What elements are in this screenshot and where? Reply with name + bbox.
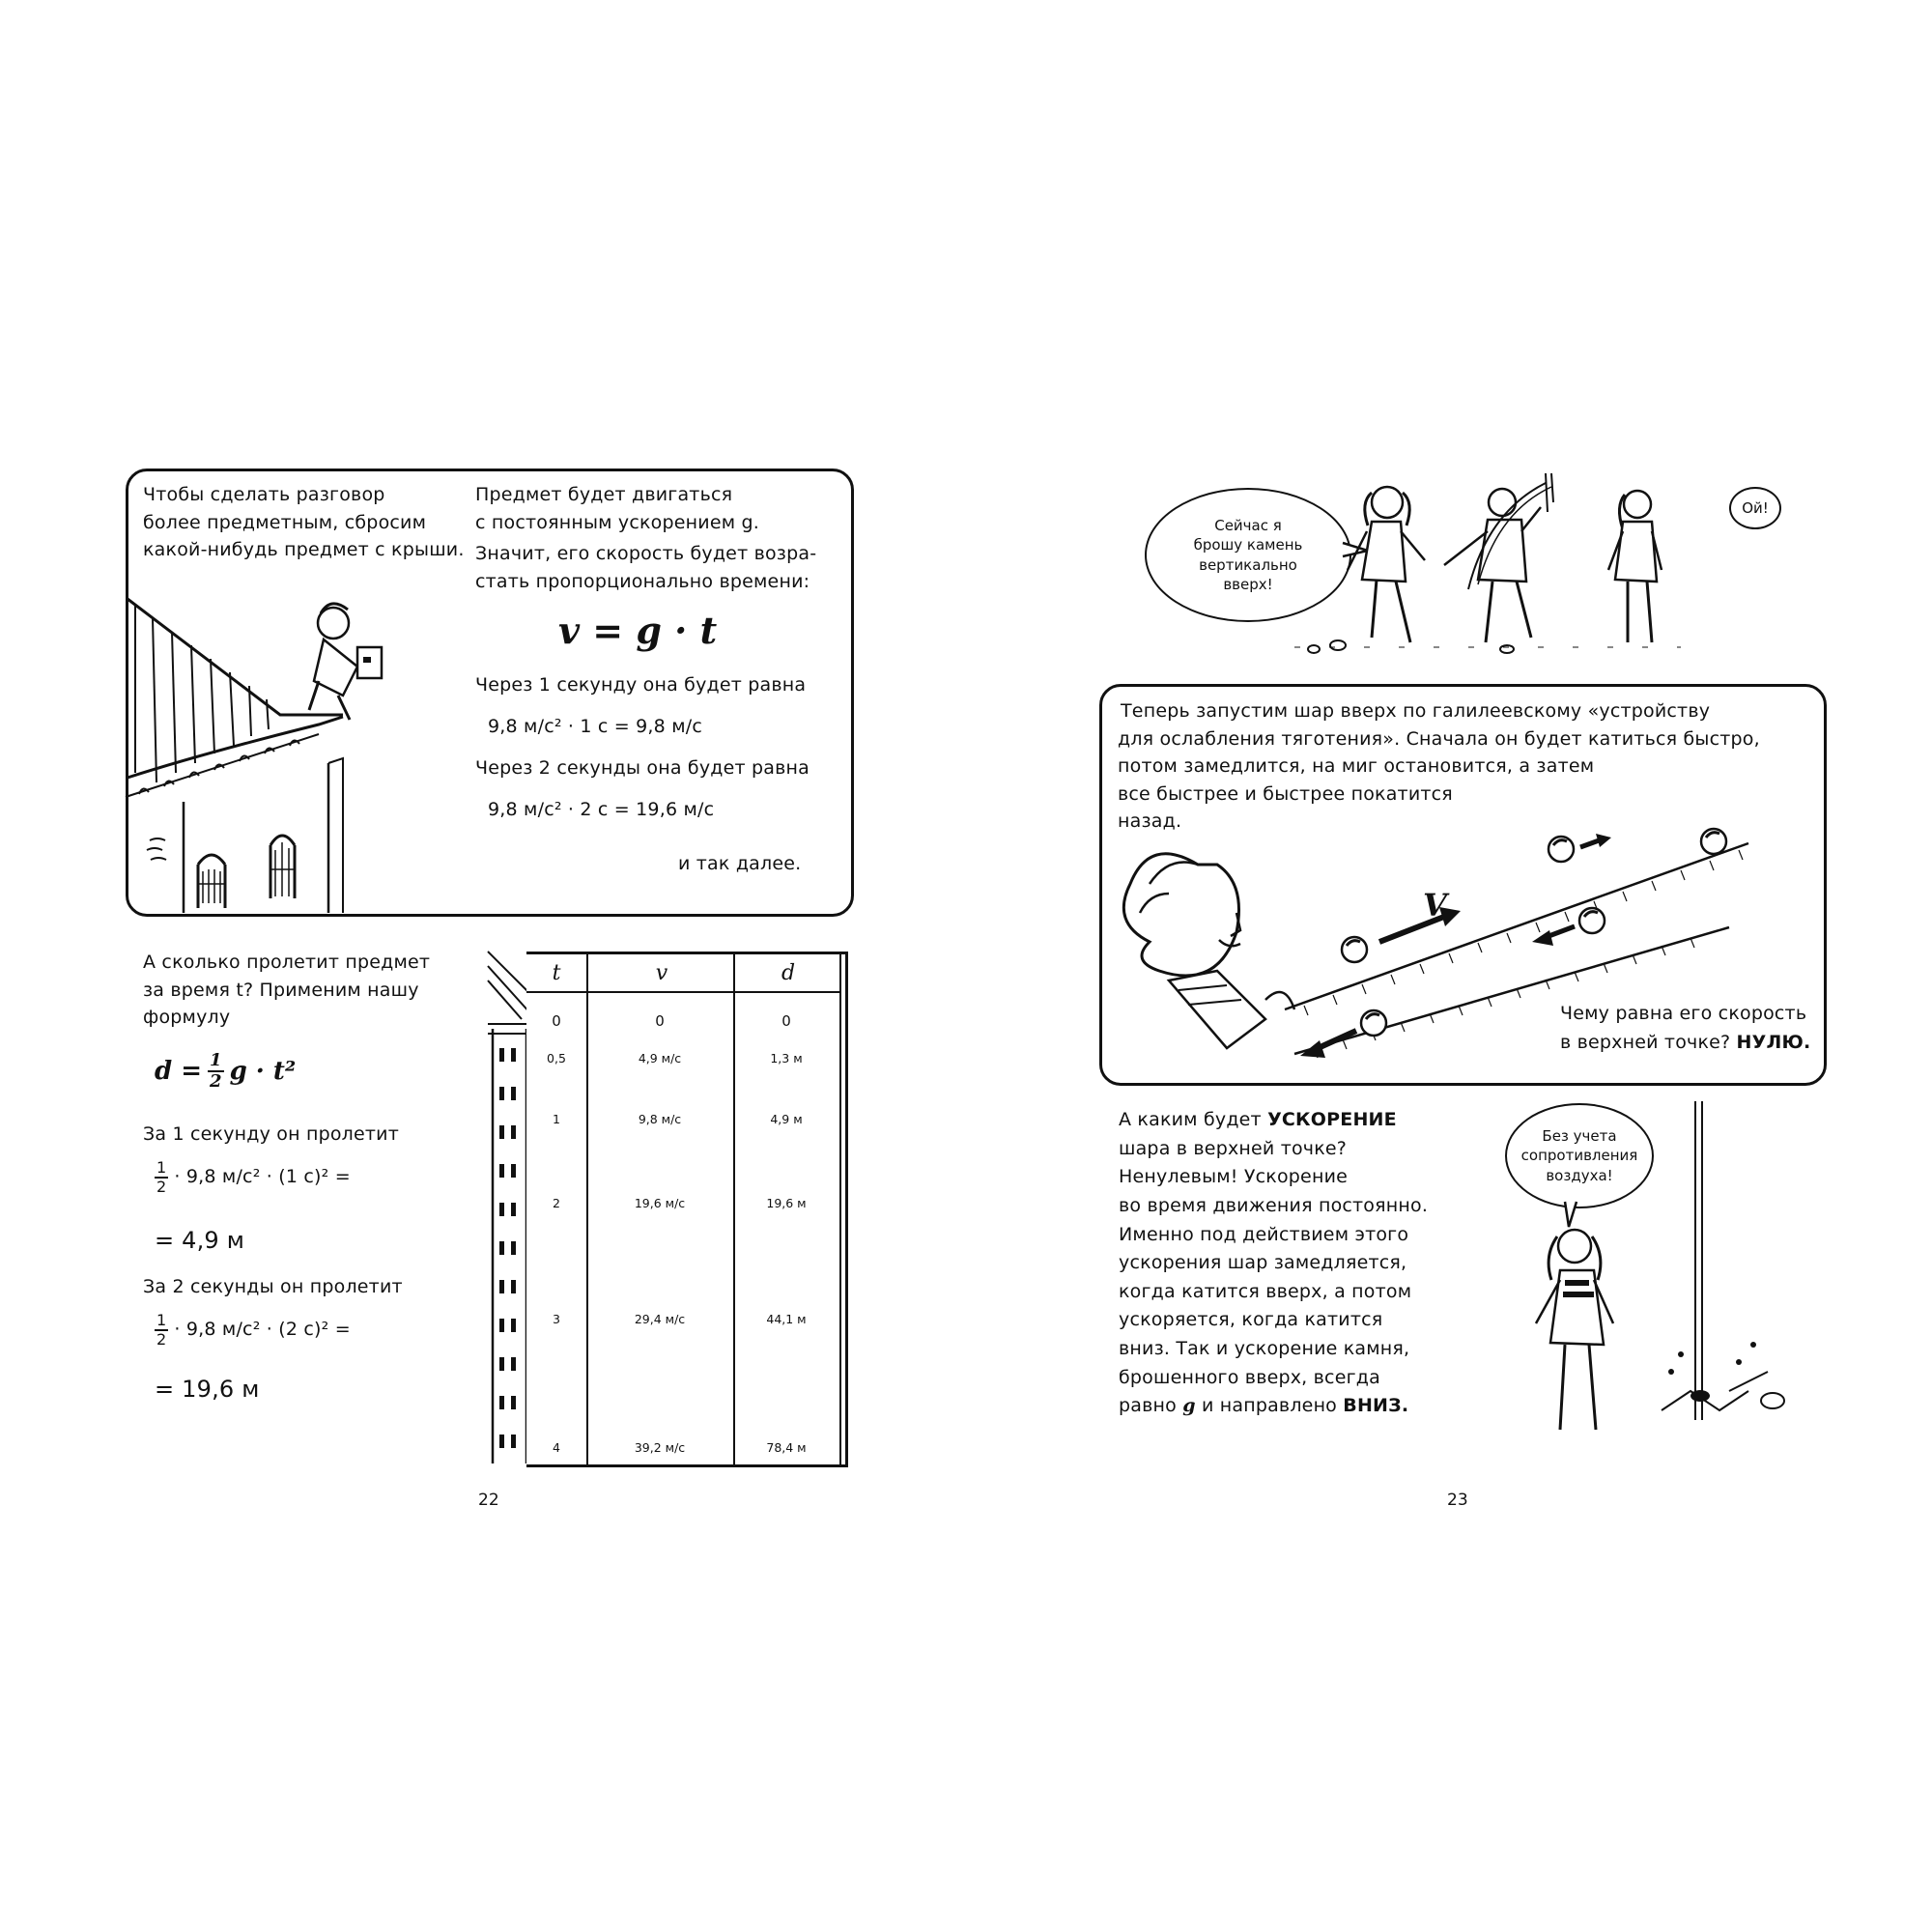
- panel2-text: Теперь запустим шар вверх по галилеевскому «устройству для ослабления тяготения». Сначала он будет катиться быстро, потом замедлится, на миг остановится, а затем все быстрее и быстрее покатится назад.: [1118, 700, 1760, 832]
- stone-throw-illustration: [1333, 473, 1681, 667]
- page-number-right: 23: [1447, 1491, 1468, 1510]
- sec1-calc: 1 2 · 9,8 м/с² · (1 с)² =: [156, 1158, 351, 1196]
- roof-illustration: [126, 589, 444, 913]
- sec2-label: За 2 секунды он пролетит: [143, 1276, 403, 1297]
- after-2s-calc: 9,8 м/с² · 2 с = 19,6 м/с: [488, 799, 715, 820]
- sec2-result: = 19,6 м: [155, 1376, 260, 1403]
- col-v-header: v: [586, 954, 735, 993]
- top-speed-answer: в верхней точке? НУЛЮ.: [1560, 1032, 1811, 1053]
- top-speed-question: Чему равна его скорость: [1560, 1003, 1807, 1024]
- after-1s-label: Через 1 секунду она будет равна: [475, 674, 807, 696]
- page-number-left: 22: [478, 1491, 499, 1510]
- distance-question: А сколько пролетит предмет за время t? Применим нашу формулу: [143, 952, 431, 1028]
- speech-bubble-oi: Ой!: [1729, 487, 1781, 529]
- col-d-header: d: [733, 954, 841, 993]
- after-1s-calc: 9,8 м/с² · 1 с = 9,8 м/с: [488, 716, 702, 737]
- velocity-label: V: [1423, 887, 1447, 923]
- stone-fall-illustration: [1517, 1101, 1806, 1459]
- distance-formula: d = $\frac{1}{2}$ g · t²: [155, 1050, 297, 1092]
- panel1-intro: Чтобы сделать разговор более предметным, сбросим какой-нибудь предмет с крыши.: [143, 484, 465, 560]
- speech-bubble-air: Без учета сопротивления воздуха!: [1505, 1103, 1654, 1208]
- speech-bubble-throw: Сейчас я брошу камень вертикально вверх!: [1145, 488, 1351, 622]
- sec2-calc: 1 2 · 9,8 м/с² · (2 с)² =: [156, 1311, 351, 1349]
- col-t-header: t: [526, 954, 586, 993]
- sec1-result: = 4,9 м: [155, 1227, 245, 1254]
- and-so-on: и так далее.: [678, 853, 802, 874]
- panel1-text: Предмет будет двигаться с постоянным ускорением g. Значит, его скорость будет возра- стать пропорционально времени:: [475, 484, 817, 592]
- sec1-label: За 1 секунду он пролетит: [143, 1123, 400, 1145]
- after-2s-label: Через 2 секунды она будет равна: [475, 757, 810, 779]
- acceleration-text: А каким будет УСКОРЕНИЕ шара в верхней точке? Ненулевым! Ускорение во время движения постоянно. Именно под действием этого ускорения шар замедляется, когда катится вверх, а потом ускоряется, когда катится вниз. Так и ускорение камня, брошенного вверх, всегда равно g и направлено ВНИЗ.: [1119, 1109, 1429, 1417]
- fall-table: t v d 0 0 0 0,5 4,9 м/с 1,3 м 1 9,8 м/с 4,9 м 2 19,6 м/с 19,6 м 3 29,4 м/с 44,1 м 4 39,2 м/с 78,4 м: [526, 952, 848, 1467]
- velocity-formula: v = g · t: [558, 609, 718, 652]
